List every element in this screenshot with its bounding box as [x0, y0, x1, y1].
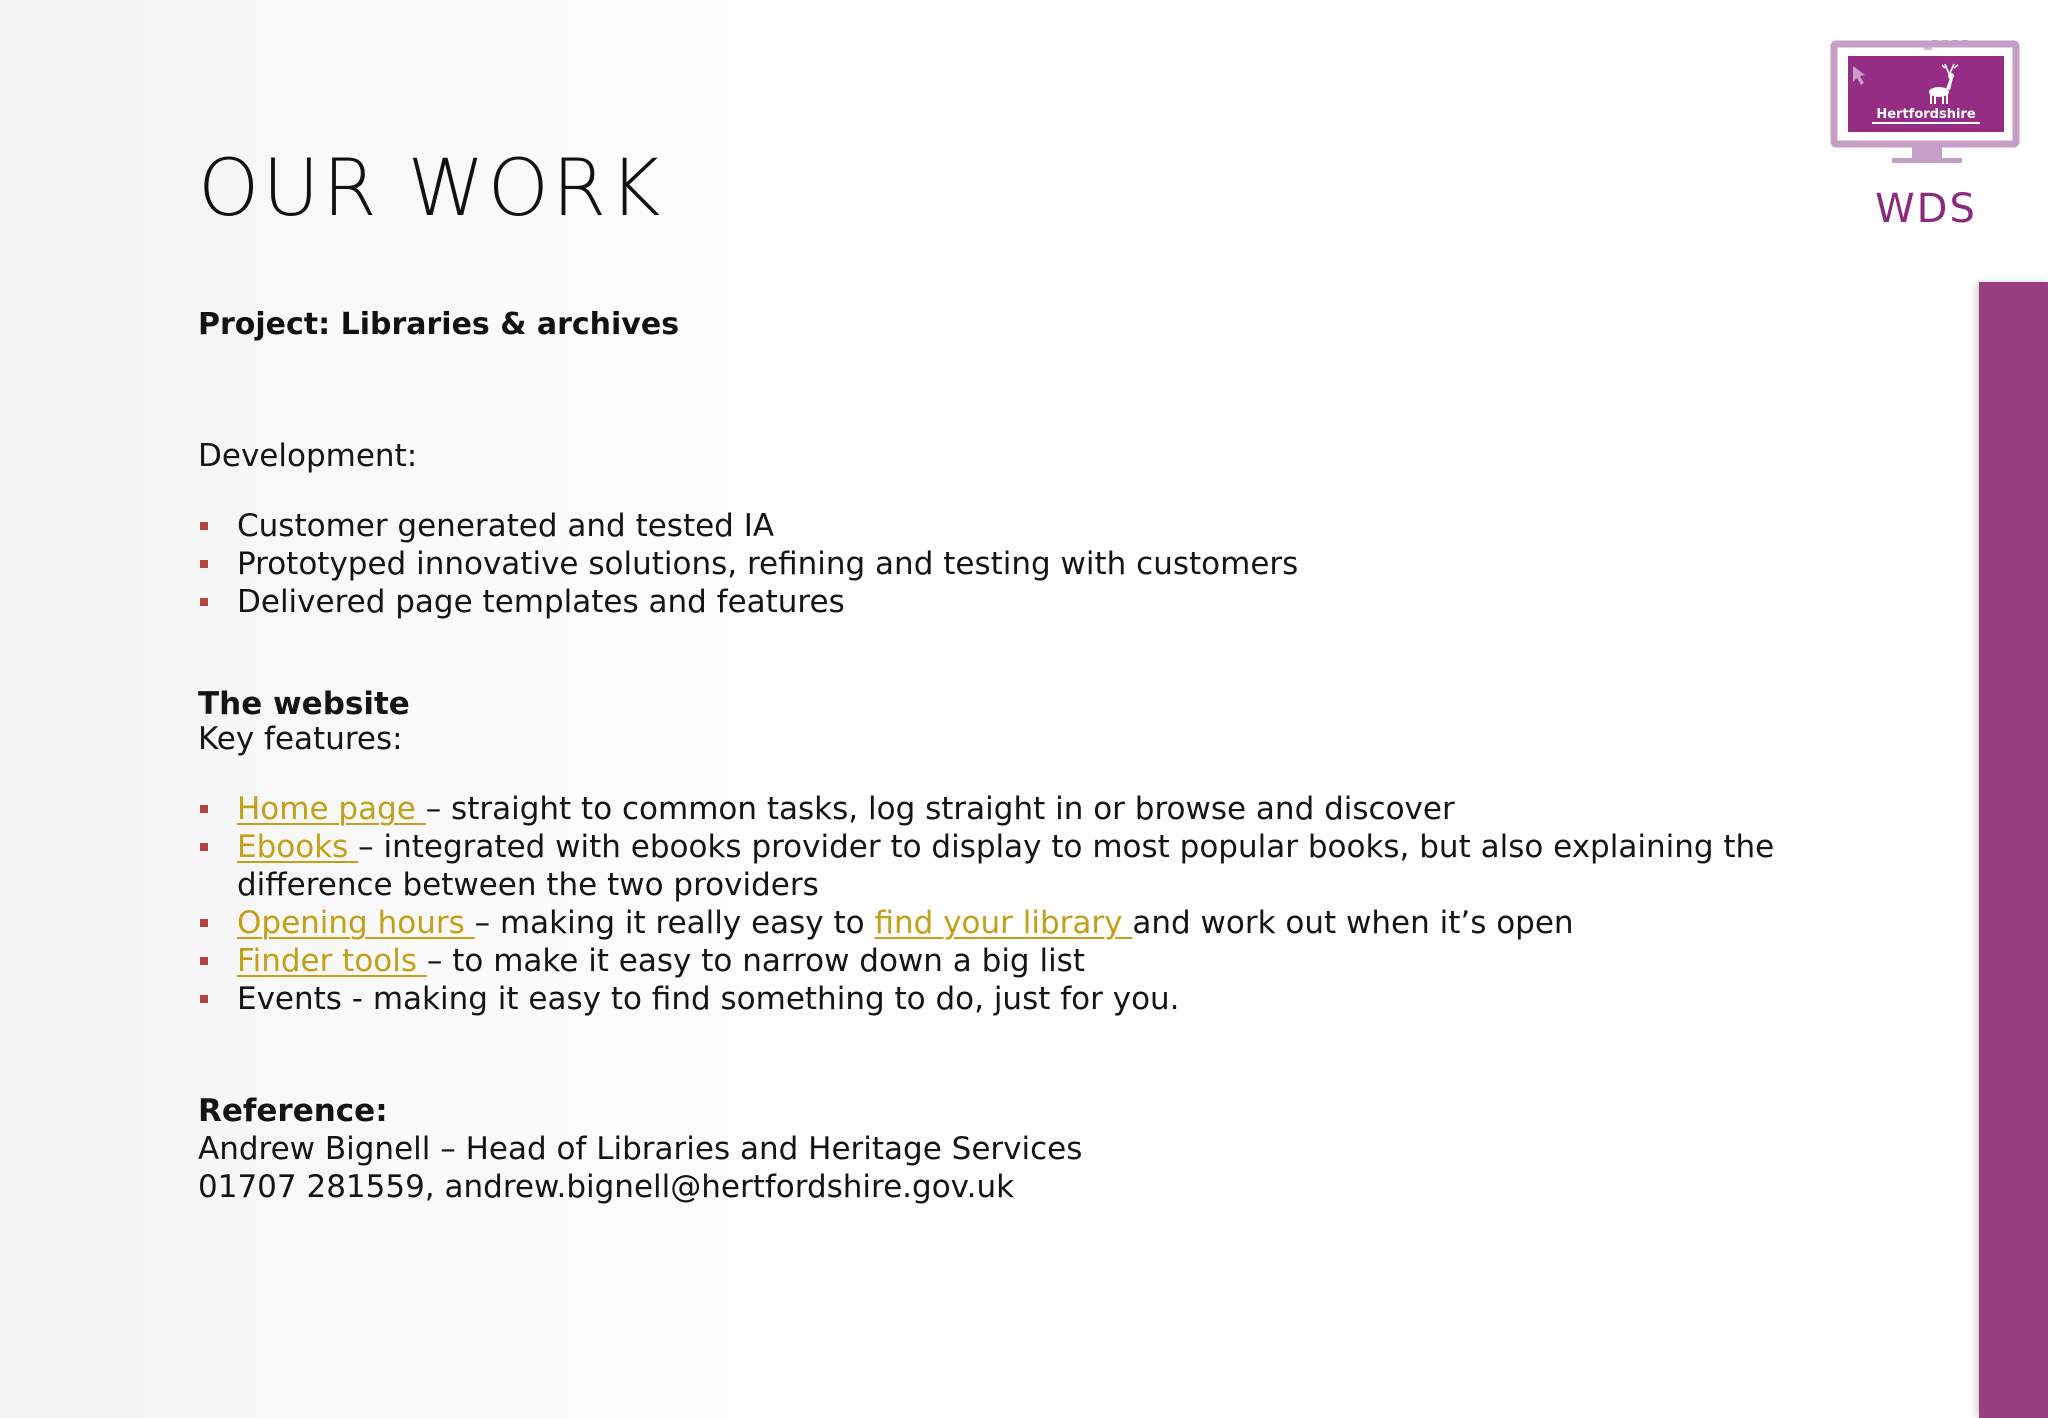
opening-hours-description: – making it really easy to: [474, 905, 875, 941]
hertfordshire-wds-logo: [1828, 34, 2026, 234]
bullet-icon: [200, 805, 208, 813]
opening-hours-link[interactable]: Opening hours: [237, 905, 475, 941]
list-item: [198, 790, 1774, 828]
ebooks-description: – integrated with ebooks provider to display to most popular books, but also explaining the: [358, 829, 1775, 865]
list-item: [198, 942, 1774, 980]
events-description: Events - making it easy to find something to do, just for you.: [237, 981, 1180, 1017]
page-title: OUR WORK: [198, 144, 664, 234]
accent-side-bar: [1979, 282, 2048, 1418]
find-your-library-link[interactable]: find your library: [874, 905, 1133, 941]
logo-acronym: WDS: [1875, 186, 1977, 232]
list-item: Delivered page templates and features: [198, 583, 1298, 621]
list-item: Customer generated and tested IA: [198, 507, 1298, 545]
bullet-icon: [200, 957, 208, 965]
finder-tools-link[interactable]: Finder tools: [237, 943, 427, 979]
reference-heading: Reference:: [198, 1093, 388, 1129]
home-page-link[interactable]: Home page: [237, 791, 426, 827]
list-item: [198, 980, 1774, 1018]
list-item: [198, 828, 1774, 904]
list-item: [198, 904, 1774, 942]
bullet-icon: [200, 843, 208, 851]
development-heading: Development:: [198, 438, 418, 474]
website-heading: The website: [198, 686, 410, 722]
features-list: [198, 790, 1774, 1018]
key-features-label: Key features:: [198, 721, 403, 757]
bullet-icon: [200, 598, 208, 606]
reference-contact: 01707 281559, andrew.bignell@hertfordshire.gov.uk: [198, 1169, 1015, 1205]
finder-tools-description: – to make it easy to narrow down a big list: [426, 943, 1085, 979]
bullet-icon: [200, 560, 208, 568]
bullet-icon: [200, 522, 208, 530]
project-heading: Project: Libraries & archives: [198, 307, 680, 342]
bullet-icon: [200, 995, 208, 1003]
bullet-icon: [200, 919, 208, 927]
opening-hours-description-end: and work out when it’s open: [1132, 905, 1574, 941]
reference-name: Andrew Bignell – Head of Libraries and Heritage Services: [198, 1131, 1083, 1167]
home-page-description: – straight to common tasks, log straight in or browse and discover: [425, 791, 1455, 827]
ebooks-link[interactable]: Ebooks: [237, 829, 359, 865]
ebooks-description-continued: difference between the two providers: [237, 867, 819, 903]
logo-name: Hertfordshire: [1876, 107, 1976, 122]
list-item: Prototyped innovative solutions, refining and testing with customers: [198, 545, 1298, 583]
development-list: [198, 507, 1298, 621]
